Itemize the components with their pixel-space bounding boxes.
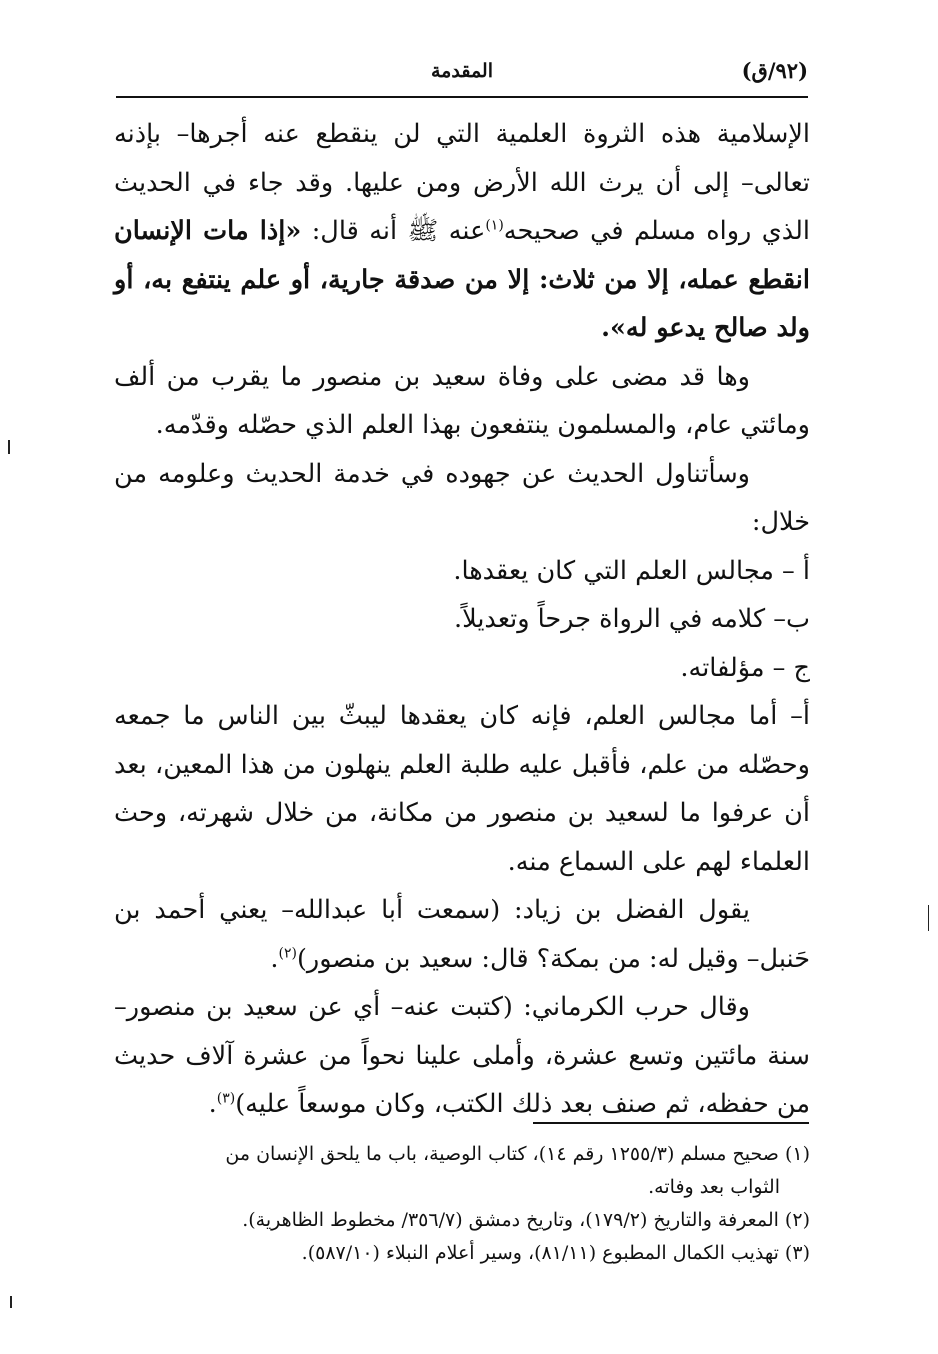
hadith-quote: «إذا مات الإنسان انقطع عمله، إلا من ثلاث: إلا من صدقة جارية، أو علم ينتفع به، أو ولد صالح يدعو له». — [114, 216, 810, 343]
list-item-a: أ – مجالس العلم التي كان يعقدها. — [453, 555, 810, 586]
scan-mark — [8, 440, 10, 454]
paragraph-6 — [114, 983, 810, 1129]
page-number: (٩٢/ق) — [741, 58, 808, 83]
page-header — [116, 52, 808, 98]
list-item-c: ج – مؤلفاته. — [680, 652, 810, 683]
footnote-ref-1: (١) — [485, 217, 504, 234]
footnote-1-continuation: الثواب بعد وفاته. — [648, 1176, 780, 1198]
footnote-ref-3: (٣) — [216, 1090, 236, 1107]
header-rule — [116, 96, 808, 98]
scan-mark — [10, 1296, 12, 1308]
paragraph-1-text: الإسلامية هذه الثروة العلمية التي لن ينقطع عنه أجرها– بإذنه تعالى– إلى أن يرث الله الأرض ومن عليها. وقد جاء في الحديث الذي رواه مسلم في صحيحه — [114, 119, 810, 246]
footnote-1: (١) صحيح مسلم (١٢٥٥/٣ رقم ١٤)، كتاب الوصية، باب ما يلحق الإنسان من — [225, 1143, 810, 1165]
footnote-rule — [533, 1122, 809, 1124]
paragraph-5-end: . — [270, 943, 279, 974]
paragraph-2: وها قد مضى على وفاة سعيد بن منصور ما يقرب من ألف ومائتي عام، والمسلمون ينتفعون بهذا العلم الذي حصّله وقدّمه. — [114, 361, 810, 440]
scan-mark — [928, 905, 929, 931]
paragraph-4: أ– أما مجالس العلم، فإنه كان يعقدها ليبثّ بين الناس ما جمعه وحصّله من علم، فأقبل عليه طلبة العلم ينهلون من هذا المعين، بعد أن عرفوا ما لسعيد بن منصور من مكانة، من خلال شهرته، وحث العلماء لهم على السماع منه. — [114, 701, 810, 877]
paragraph-6-text: وقال حرب الكرماني: (كتبت عنه– أي عن سعيد بن منصور– سنة مائتين وتسع عشرة، وأملى علينا نحواً من عشرة آلاف حديث من حفظه، ثم صنف بعد ذلك الكتب، وكان موسعاً عليه) — [114, 992, 810, 1119]
paragraph-6-end: . — [208, 1089, 217, 1119]
paragraph-1 — [114, 110, 810, 353]
footnotes — [128, 1140, 810, 1272]
footnote-ref-2: (٢) — [278, 945, 297, 961]
paragraph-1-after: عنه ﷺ أنه قال: — [301, 216, 486, 246]
main-text — [114, 110, 810, 1129]
running-title: المقدمة — [430, 60, 494, 82]
list-item-b: ب– كلامه في الرواة جرحاً وتعديلاً. — [454, 604, 810, 634]
footnote-3: (٣) تهذيب الكمال المطبوع (٨١/١١)، وسير أعلام النبلاء (٥٨٧/١٠). — [301, 1242, 810, 1264]
footnote-2: (٢) المعرفة والتاريخ (١٧٩/٢)، وتاريخ دمشق (٣٥٦/٧/ مخطوط الظاهرية). — [242, 1209, 810, 1231]
paragraph-5 — [114, 886, 810, 983]
paragraph-5-text: يقول الفضل بن زياد: (سمعت أبا عبدالله– يعني أحمد بن حَنبل– وقيل له: من بمكة؟ قال: سعيد بن منصور) — [114, 895, 810, 974]
paragraph-3: وسأتناول الحديث عن جهوده في خدمة الحديث وعلومه من خلال: — [114, 458, 810, 537]
